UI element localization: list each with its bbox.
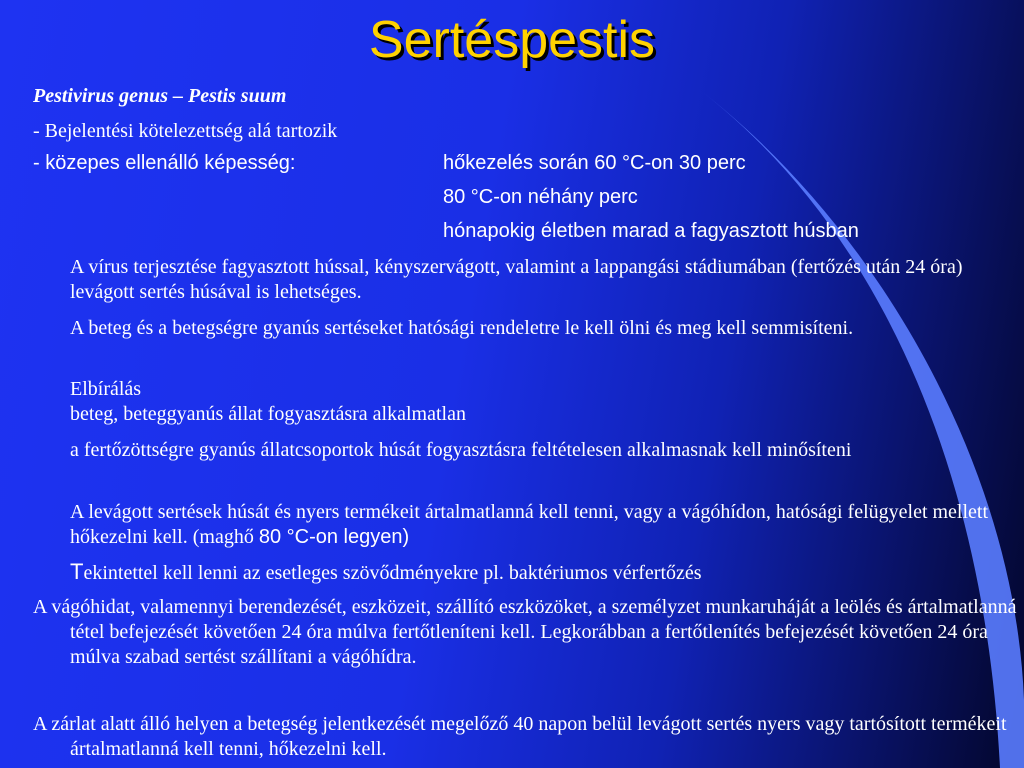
paragraph-complications (70, 559, 990, 586)
resistance-value-3: hónapokig életben marad a fagyasztott húsban (443, 220, 859, 242)
subtitle: Pestivirus genus – Pestis suum (33, 85, 287, 107)
judgement-conditional: a fertőzöttségre gyanús állatcsoportok húsát fogyasztásra feltételesen alkalmasnak kell minősíteni (70, 439, 852, 461)
paragraph-culling: A beteg és a betegségre gyanús sertéseket hatósági rendeletre le kell ölni és meg kell semmisíteni. (70, 317, 854, 339)
resistance-label: - közepes ellenálló képesség: (33, 152, 296, 174)
slaughtered-main-text: A levágott sertések húsát és nyers termékeit ártalmatlanná kell tenni, vagy a vágóhídon, hatósági felügyelet mellett hőkezelni kell. (maghő (70, 501, 989, 548)
paragraph-quarantine: A zárlat alatt álló helyen a betegség jelentkezését megelőző 40 napon belül levágott sertés nyers vagy tartósított termékeit ártalmatlanná kell tenni, hőkezelni kell. (33, 713, 1007, 760)
judgement-heading: Elbírálás (70, 378, 142, 400)
slaughtered-core-temp: 80 °C-on legyen) (258, 526, 410, 548)
judgement-unfit: beteg, beteggyanús állat fogyasztásra alkalmatlan (70, 403, 466, 425)
resistance-value-1: hőkezelés során 60 °C-on 30 perc (443, 152, 746, 174)
paragraph-spread: A vírus terjesztése fagyasztott hússal, kényszervágott, valamint a lappangási stádiumában (fertőzés után 24 óra) levágott sertés húsával is lehetséges. (70, 256, 963, 303)
reporting-line: - Bejelentési kötelezettség alá tartozik (33, 120, 338, 142)
slide-title: Sertéspestis (368, 11, 656, 69)
complications-initial: T (70, 559, 84, 584)
paragraph-slaughterhouse: A vágóhidat, valamennyi berendezését, eszközeit, szállító eszközöket, a személyzet munkaruháját a leölés és ártalmatlanná tétel befejezését követően 24 óra múlva fertőtleníteni kell. Legkorábban a fertőtlenítés befejezését követően 24 óra múlva szabad sertést szállítani a vágóhídra. (33, 596, 1017, 668)
complications-text: ekintettel kell lenni az esetleges szövődményekre pl. baktériumos vérfertőzés (83, 562, 702, 584)
resistance-value-2: 80 °C-on néhány perc (443, 186, 638, 208)
paragraph-slaughtered (70, 500, 990, 550)
